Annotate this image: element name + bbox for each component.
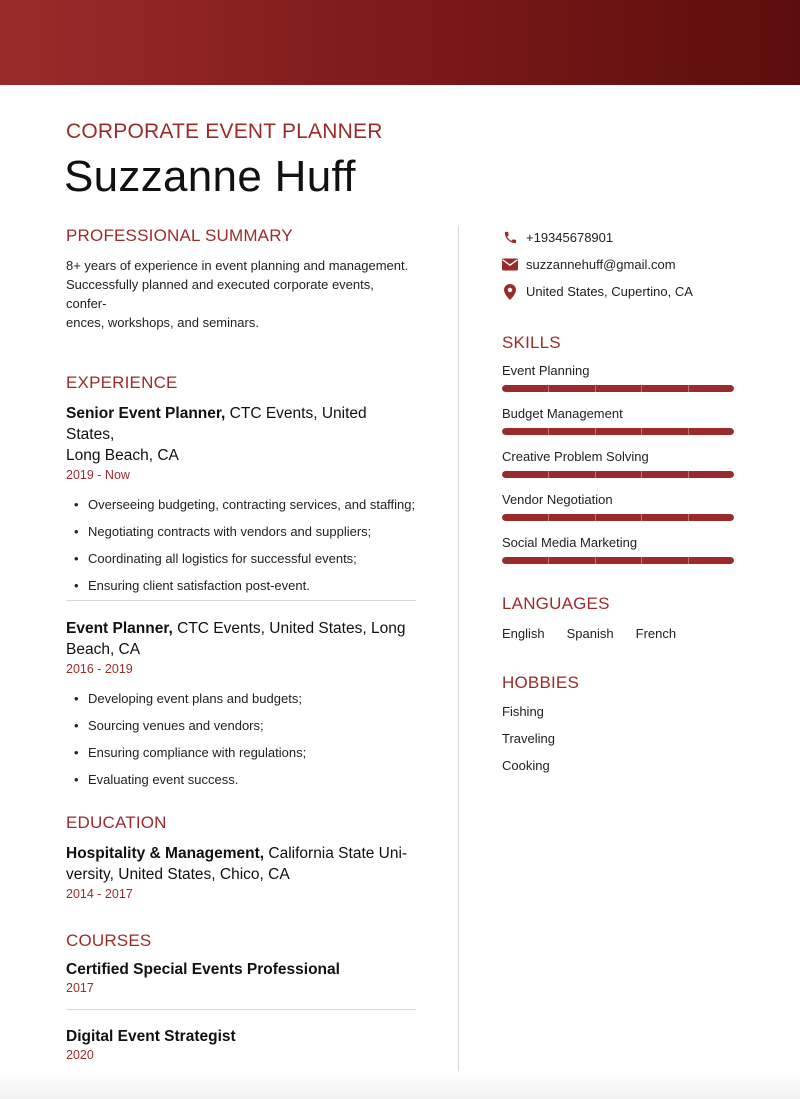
skill-segment-divider (548, 428, 549, 435)
education-section (66, 813, 416, 901)
skill-segment-divider (595, 557, 596, 564)
course-year: 2020 (66, 1048, 94, 1062)
header-banner (0, 0, 800, 85)
skill-level-bar (502, 471, 734, 478)
map-pin-icon (502, 284, 518, 300)
experience-section (66, 373, 416, 798)
contact-section (502, 224, 742, 305)
job-duties (66, 690, 416, 798)
skill-item (502, 492, 742, 521)
skill-segment-divider (688, 385, 689, 392)
education-dates: 2014 - 2017 (66, 887, 133, 901)
skill-segment-divider (688, 428, 689, 435)
skill-level-bar (502, 428, 734, 435)
hobby-item: Fishing (502, 704, 544, 719)
job-position: Event Planner, (66, 620, 173, 637)
skill-segment-divider (595, 428, 596, 435)
skill-segment-divider (641, 514, 642, 521)
skill-level-fill (502, 514, 734, 521)
contact-email (502, 251, 742, 278)
school-name: California State Uni- (264, 845, 408, 862)
job-location: Beach, CA (66, 641, 141, 658)
summary-line: ences, workshops, and seminars. (66, 315, 259, 330)
courses-heading: COURSES (66, 931, 152, 950)
education-degree (66, 843, 416, 885)
skill-segment-divider (641, 385, 642, 392)
hobbies-heading: HOBBIES (502, 673, 579, 692)
candidate-name: Suzzanne Huff (64, 152, 356, 201)
skill-name: Creative Problem Solving (502, 449, 649, 464)
skill-segment-divider (548, 385, 549, 392)
skill-name: Budget Management (502, 406, 623, 421)
hobbies-list (502, 703, 742, 784)
duty-item: • Sourcing venues and vendors; (66, 717, 416, 744)
duty-item: • Ensuring client satisfaction post-event. (66, 577, 416, 604)
course-name: Certified Special Events Professional (66, 961, 340, 978)
phone-number[interactable]: +19345678901 (526, 230, 614, 245)
duty-item: • Ensuring compliance with regulations; (66, 744, 416, 771)
skill-level-bar (502, 514, 734, 521)
skill-segment-divider (688, 514, 689, 521)
contact-location (502, 278, 742, 305)
job-position: Senior Event Planner, (66, 405, 226, 422)
job-location: Long Beach, CA (66, 447, 179, 464)
summary-line: 8+ years of experience in event planning and management. (66, 258, 409, 273)
skill-item (502, 363, 742, 392)
job-role-title: CORPORATE EVENT PLANNER (66, 120, 383, 143)
skills-heading: SKILLS (502, 333, 561, 352)
skill-segment-divider (688, 557, 689, 564)
skill-segment-divider (641, 428, 642, 435)
course-item (66, 961, 416, 995)
summary-section (66, 226, 416, 332)
skill-level-fill (502, 428, 734, 435)
summary-line: Successfully planned and executed corporate events, confer- (66, 277, 374, 311)
skill-item (502, 449, 742, 478)
summary-heading: PROFESSIONAL SUMMARY (66, 226, 293, 245)
skill-name: Event Planning (502, 363, 590, 378)
language-item: Spanish (566, 626, 614, 641)
left-column (66, 226, 416, 1062)
job-company: CTC Events, United States, (66, 405, 367, 443)
job-dates: 2019 - Now (66, 468, 130, 482)
skill-segment-divider (548, 471, 549, 478)
page-bottom-shadow (0, 1071, 800, 1099)
email-address[interactable]: suzzannehuff@gmail.com (526, 257, 676, 272)
skill-segment-divider (595, 385, 596, 392)
skills-section (502, 333, 742, 564)
hobbies-section (502, 673, 742, 784)
job-title (66, 618, 416, 660)
courses-section (66, 931, 416, 1062)
skill-level-bar (502, 385, 734, 392)
course-divider (66, 1009, 416, 1010)
skill-item (502, 535, 742, 564)
languages-section (502, 594, 742, 641)
experience-heading: EXPERIENCE (66, 373, 178, 392)
course-name: Digital Event Strategist (66, 1028, 236, 1045)
duty-item: • Evaluating event success. (66, 771, 416, 798)
course-year: 2017 (66, 981, 94, 995)
degree-name: Hospitality & Management, (66, 845, 265, 862)
skill-level-bar (502, 557, 734, 564)
job-company: CTC Events, United States, Long (172, 620, 406, 637)
duty-item: • Negotiating contracts with vendors and suppliers; (66, 523, 416, 550)
languages-heading: LANGUAGES (502, 594, 610, 613)
languages-list (502, 626, 742, 641)
skill-level-fill (502, 557, 734, 564)
job-title (66, 403, 416, 466)
duty-item: • Coordinating all logistics for successful events; (66, 550, 416, 577)
job-entry (66, 403, 416, 604)
skill-segment-divider (548, 557, 549, 564)
skill-level-fill (502, 471, 734, 478)
skill-segment-divider (548, 514, 549, 521)
language-item: English (502, 626, 545, 641)
skill-level-fill (502, 385, 734, 392)
skill-segment-divider (595, 514, 596, 521)
skill-name: Vendor Negotiation (502, 492, 613, 507)
location-text: United States, Cupertino, CA (526, 284, 693, 299)
right-column (502, 224, 742, 784)
hobby-item: Traveling (502, 731, 555, 746)
course-item (66, 1028, 416, 1062)
job-duties (66, 496, 416, 604)
duty-item: • Developing event plans and budgets; (66, 690, 416, 717)
skill-segment-divider (595, 471, 596, 478)
language-item: French (635, 626, 677, 641)
hobby-item: Cooking (502, 758, 550, 773)
skill-segment-divider (688, 471, 689, 478)
contact-phone (502, 224, 742, 251)
duty-item: • Overseeing budgeting, contracting services, and staffing; (66, 496, 416, 523)
skill-item (502, 406, 742, 435)
skill-segment-divider (641, 471, 642, 478)
job-dates: 2016 - 2019 (66, 662, 133, 676)
school-location: versity, United States, Chico, CA (66, 866, 290, 883)
column-divider (458, 226, 459, 1072)
job-entry (66, 618, 416, 798)
skill-segment-divider (641, 557, 642, 564)
education-heading: EDUCATION (66, 813, 167, 832)
skills-list (502, 363, 742, 564)
summary-text (66, 256, 416, 332)
phone-icon (502, 230, 518, 246)
skill-name: Social Media Marketing (502, 535, 638, 550)
envelope-icon (502, 257, 518, 273)
